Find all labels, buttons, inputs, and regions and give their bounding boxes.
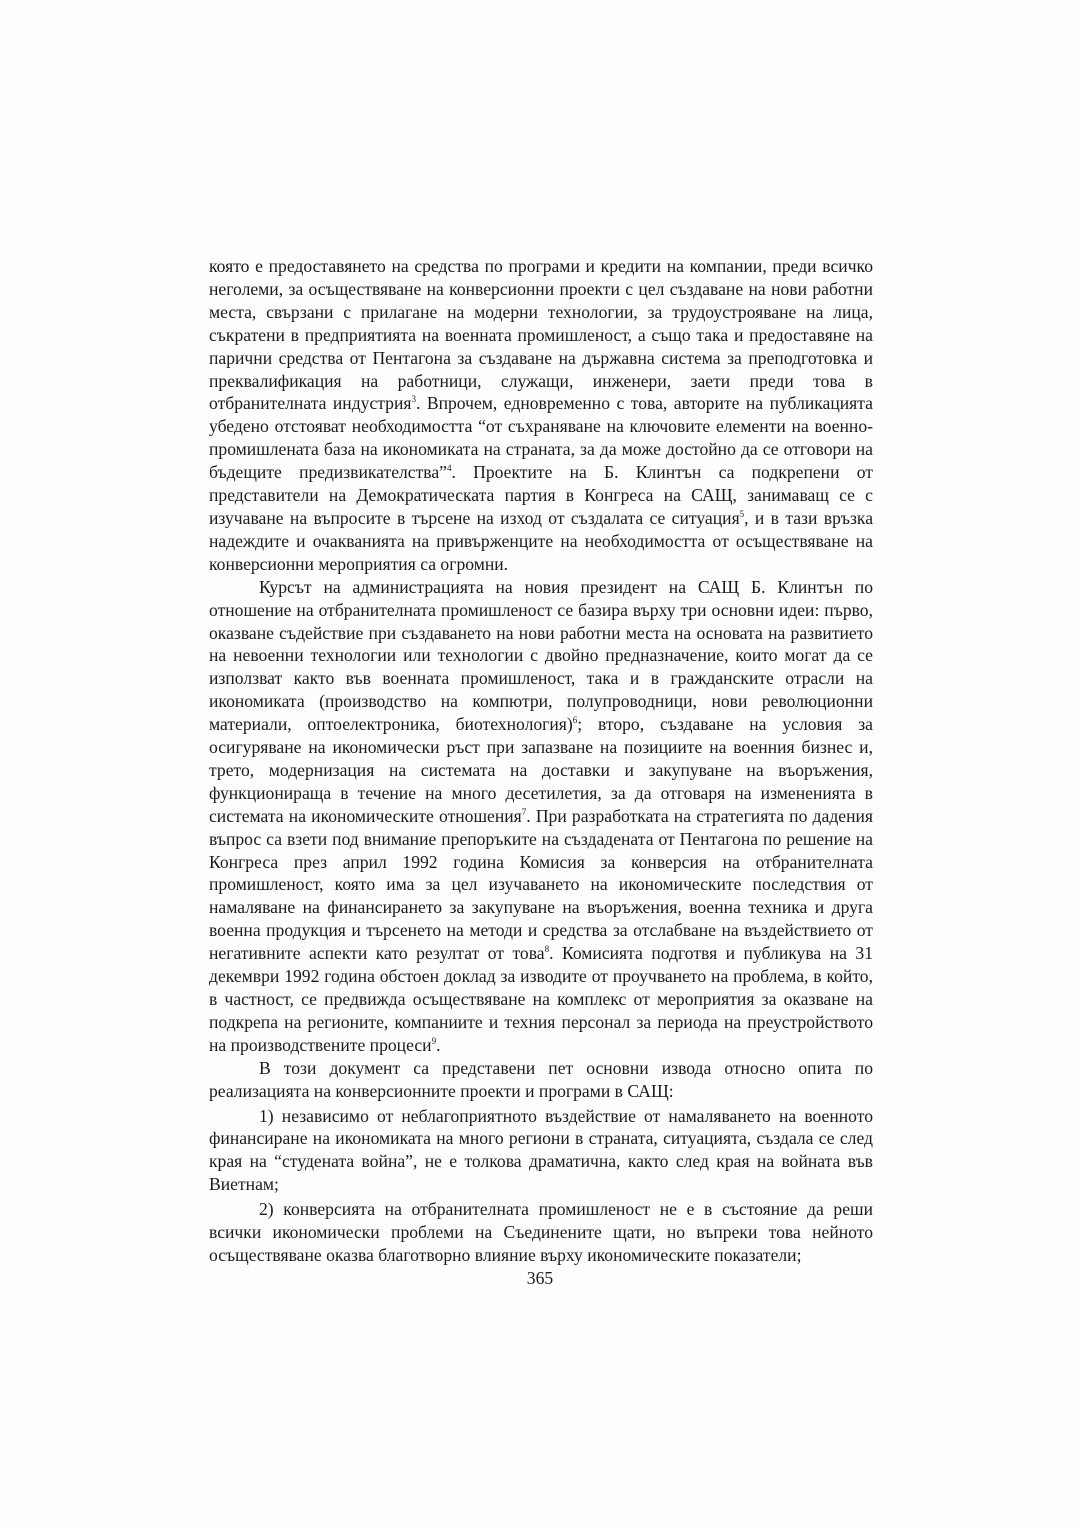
paragraph-1-text-3: . Проектите на Б. Клинтън са подкрепени от представители на Демократическата партия в Конгреса на САЩ, занимаващ се с изучаване на въпросите в търсене на изход от създалата се ситуация — [209, 462, 873, 528]
paragraph-2-text-3: . При разработката на стратегията по дадения въпрос са взети под внимание препоръките на създадената от Пентагона по решение на Конгреса през април 1992 година Комисия за конверсия на отбранителната промишленост, която има за цел изучаването на икономическите последствия от намаляване на финансирането за закупуване на въоръжения, военна техника и друга военна продукция и търсенето на методи и средства за отслабване на въздействието от негативните аспекти като резултат от това — [209, 805, 873, 964]
body-text — [209, 255, 873, 1267]
paragraph-2-text-4: . Комисията подготвя и публикува на 31 декември 1992 година обстоен доклад за изводите от проучването на проблема, в който, в частност, се предвижда осъществяване на комплекс от мероприятия за оказване на подкрепа на регионите, компаниите и техния персонал за периода на преустройството на производствените процеси — [209, 943, 873, 1055]
paragraph-1 — [209, 255, 873, 576]
footnote-ref-6: 6 — [572, 715, 578, 726]
footnote-ref-9: 9 — [431, 1035, 437, 1046]
footnote-ref-7: 7 — [521, 806, 527, 817]
paragraph-1-text-2: . Впрочем, едновременно с това, авторите на публикацията убедено отстояват необходимостта “от съхраняване на ключовите елементи на военно-промишлената база на икономиката на страната, за да може достойно да се отговори на бъдещите предизвикателства” — [209, 393, 873, 483]
footnote-ref-4: 4 — [447, 463, 452, 474]
paragraph-2-text-2: ; второ, създаване на условия за осигуряване на икономически ръст при запазване на позициите на военния бизнес и, трето, модернизация на системата на доставки и закупуване на въоръжения, функционираща в течение на много десетилетия, за да отговаря на измененията в системата на икономическите отношения — [209, 714, 873, 826]
paragraph-1-text-4: , и в тази връзка надеждите и очакванията на привърженците на необходимостта от осъществяване на конверсионни мероприятия са огромни. — [209, 507, 874, 574]
page-number: 365 — [526, 1268, 554, 1288]
footnote-ref-3: 3 — [411, 394, 416, 405]
paragraph-2-text-5: . — [436, 1034, 441, 1055]
list-item-2: 2) конверсията на отбранителната промишленост не е в състояние да реши всички икономически проблеми на Съединените щати, но въпреки това нейното осъществяване оказва благотворно влияние върху икономическите показатели; — [209, 1199, 873, 1265]
paragraph-2-text-1: Курсът на администрацията на новия президент на САЩ Б. Клинтън по отношение на отбранителната промишленост се базира върху три основни идеи: първо, оказване съдействие при създаването на нови работни места на основата на развитието на невоенни технологии или технологии с двойно предназначение, които могат да се използват както във военната промишленост, така и в гражданските отрасли на икономиката (производство на компютри, полупроводници, нови революционни материали, оптоелектроника, биотехнология) — [209, 576, 873, 735]
footnote-ref-5: 5 — [739, 509, 745, 520]
paragraph-3: В този документ са представени пет основни извода относно опита по реализацията на конверсионните проекти и програми в САЩ: — [209, 1057, 873, 1101]
footnote-ref-8: 8 — [544, 944, 550, 955]
paragraph-1-text-1: която е предоставянето на средства по програми и кредити на компании, преди всичко неголеми, за осъществяване на конверсионни проекти с цел създаване на нови работни места, свързани с прилагане на модерни технологии, за трудоустрояване на лица, съкратени в предприятията на военната промишленост, а също така и предоставяне на парични средства от Пентагона за създаване на държавна система за преподготовка и преквалификация на работници, служащи, инженери, заети преди това в отбранителната индустрия — [209, 256, 873, 414]
list-item-1: 1) независимо от неблагоприятното въздействие от намаляването на военното финансиране на икономиката на много региони в страната, ситуацията, създала се след края на “студената война”, не е толкова драматична, както след края на войната във Виетнам; — [209, 1105, 873, 1195]
paragraph-2 — [209, 576, 873, 1057]
